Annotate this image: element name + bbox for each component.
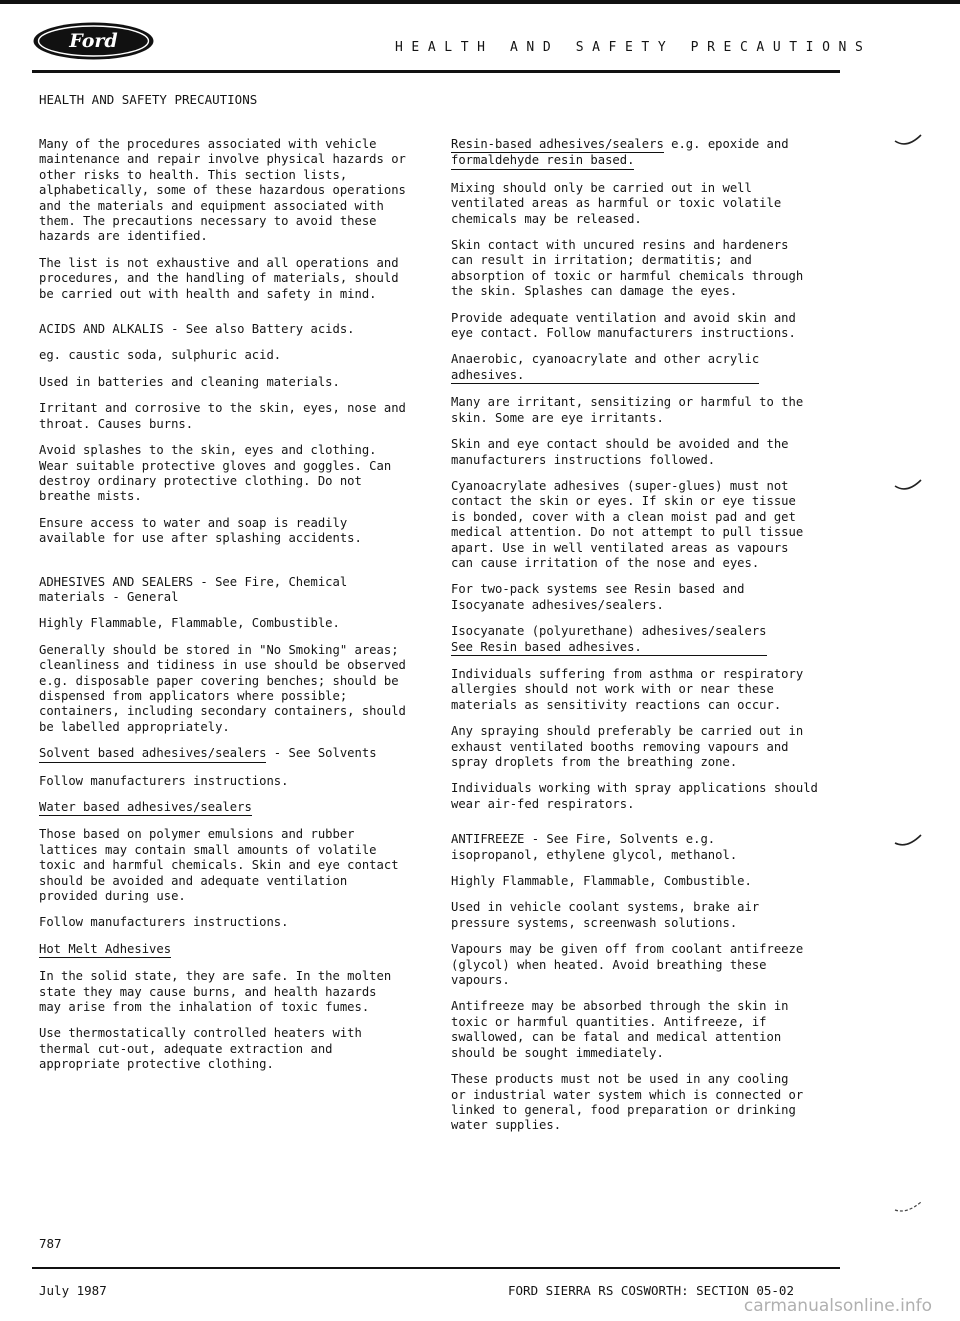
solvent-heading-line [39,746,439,762]
resin-heading-suffix: e.g. epoxide and [663,137,789,151]
hotmelt-paragraph-1: In the solid state, they are safe. In the molten state they may cause burns, and health hazards may arise from the inhalation of toxic fumes. [39,969,392,1015]
margin-check-mark-icon [893,133,925,153]
hotmelt-heading-line [39,942,439,958]
water-paragraph-1: Those based on polymer emulsions and rubber lattices may contain small amounts of volatile toxic and harmful chemicals. Skin and eye contact should be avoided and adequate ventilation provided during use. [39,827,399,904]
resin-paragraph-3: Provide adequate ventilation and avoid skin and eye contact. Follow manufacturers instructions. [451,310,796,341]
solvent-paragraph-1: Follow manufacturers instructions. [39,773,289,788]
antifreeze-paragraph-3: Vapours may be given off from coolant antifreeze (glycol) when heated. Avoid breathing these vapours. [451,942,804,988]
isocyanate-heading: Isocyanate (polyurethane) adhesives/sealers See Resin based adhesives. [451,624,767,656]
antifreeze-paragraph-4: Antifreeze may be absorbed through the skin in toxic or harmful quantities. Antifreeze, if swallowed, can be fatal and medical attention should be sought immediately. [451,999,789,1060]
footer-rule [32,1267,840,1269]
acids-paragraph-5: Ensure access to water and soap is readily available for use after splashing accidents. [39,515,362,546]
acids-paragraph-4: Avoid splashes to the skin, eyes and clothing. Wear suitable protective gloves and goggles. Can destroy ordinary protective clothing. Do not breathe mists. [39,443,392,504]
margin-check-mark-icon [893,478,925,498]
footer-document-reference: FORD SIERRA RS COSWORTH: SECTION 05-02 [508,1283,794,1298]
anaerobic-paragraph-3: Cyanoacrylate adhesives (super-glues) must not contact the skin or eyes. If skin or eye tissue is bonded, cover with a clean moist pad and get medical attention. Do not attempt to pull tissue apart. Use in well ventilated areas as vapours can cause irritation of the nose and eyes. [451,478,804,570]
top-rule [0,0,960,4]
water-heading: Water based adhesives/sealers [39,800,252,816]
solvent-heading-suffix: - See Solvents [266,746,377,761]
acids-paragraph-3: Irritant and corrosive to the skin, eyes, nose and throat. Causes burns. [39,401,406,431]
page-number: 787 [39,1236,62,1251]
resin-heading-2: formaldehyde resin based. [451,153,634,169]
ford-logo [32,21,155,61]
watermark: carmanualsonline.info [743,1296,932,1316]
section-title: HEALTH AND SAFETY PRECAUTIONS [39,92,258,107]
isocyanate-heading-line [451,624,851,656]
antifreeze-heading: ANTIFREEZE - See Fire, Solvents e.g. isopropanol, ethylene glycol, methanol. [451,832,738,862]
anaerobic-paragraph-4: For two-pack systems see Resin based and Isocyanate adhesives/sealers. [451,582,745,612]
margin-check-mark-icon [893,833,925,853]
water-paragraph-2: Follow manufacturers instructions. [39,915,289,930]
solvent-heading: Solvent based adhesives/sealers [39,746,266,762]
acids-paragraph-1: eg. caustic soda, sulphuric acid. [39,348,282,363]
resin-paragraph-2: Skin contact with uncured resins and hardeners can result in irritation; dermatitis; and absorption of toxic or harmful chemicals through the skin. Splashes can damage the eyes. [451,238,804,299]
anaerobic-heading: Anaerobic, cyanoacrylate and other acrylic adhesives. [451,352,759,384]
isocyanate-paragraph-2: Any spraying should preferably be carried out in exhaust ventilated booths removing vapours and spray droplets from the breathing zone. [451,724,804,769]
acids-heading: ACIDS AND ALKALIS - See also Battery acids. [39,322,355,337]
hotmelt-paragraph-2: Use thermostatically controlled heaters with thermal cut-out, adequate extraction and appropriate protective clothing. [39,1026,362,1072]
resin-heading-line [451,137,851,170]
water-heading-line [39,800,439,816]
adhesives-heading: ADHESIVES AND SEALERS - See Fire, Chemical materials - General [39,574,348,604]
acids-paragraph-2: Used in batteries and cleaning materials. [39,374,340,389]
isocyanate-paragraph-3: Individuals working with spray applications should wear air-fed respirators. [451,781,818,811]
adhesives-paragraph-2: Generally should be stored in "No Smoking" areas; cleanliness and tidiness in use should be observed e.g. disposable paper covering benches; should be dispensed from applicators where possible; containers, including secondary containers, should be labelled appropriately. [39,642,406,734]
anaerobic-paragraph-1: Many are irritant, sensitizing or harmful to the skin. Some are eye irritants. [451,395,804,425]
intro-paragraph-2: The list is not exhaustive and all operations and procedures, and the handling of materials, should be carried out with health and safety in mind. [39,255,399,301]
resin-paragraph-1: Mixing should only be carried out in well ventilated areas as harmful or toxic volatile chemicals may be released. [451,180,782,226]
resin-heading: Resin-based adhesives/sealers [451,137,664,153]
anaerobic-heading-line [451,352,851,384]
header-title: HEALTH AND SAFETY PRECAUTIONS [395,40,872,55]
left-column [39,137,439,1084]
hotmelt-heading: Hot Melt Adhesives [39,942,171,958]
antifreeze-paragraph-1: Highly Flammable, Flammable, Combustible. [451,874,752,889]
antifreeze-paragraph-2: Used in vehicle coolant systems, brake air pressure systems, screenwash solutions. [451,900,760,930]
margin-check-mark-icon [893,1198,925,1218]
logo-text: Ford [69,30,118,52]
anaerobic-paragraph-2: Skin and eye contact should be avoided and the manufacturers instructions followed. [451,437,789,467]
adhesives-paragraph-1: Highly Flammable, Flammable, Combustible. [39,616,340,631]
antifreeze-paragraph-5: These products must not be used in any cooling or industrial water system which is connected or linked to general, food preparation or drinking water supplies. [451,1072,804,1133]
right-column [451,137,851,1145]
header-rule [32,70,840,73]
isocyanate-paragraph-1: Individuals suffering from asthma or respiratory allergies should not work with or near these materials as sensitivity reactions can occur. [451,666,804,712]
footer-date: July 1987 [39,1283,107,1298]
intro-paragraph-1: Many of the procedures associated with vehicle maintenance and repair involve physical hazards or other risks to health. This section lists, alphabetically, some of these hazardous operations and the materials and equipment associated with them. The precautions necessary to avoid these hazards are identified. [39,137,406,244]
